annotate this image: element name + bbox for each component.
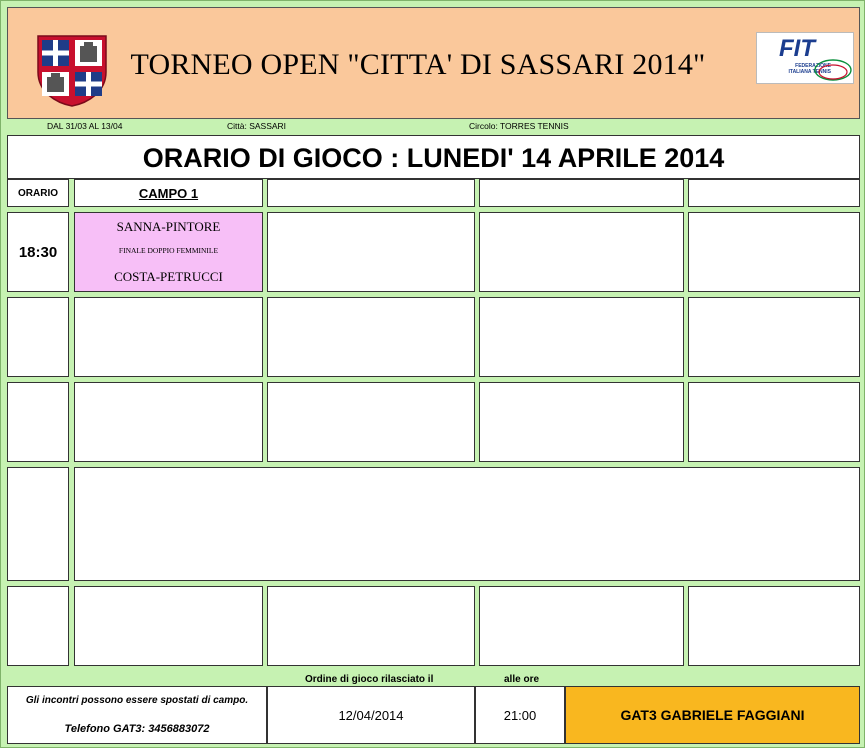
- schedule-cell: [74, 297, 263, 377]
- schedule-cell: [688, 586, 860, 666]
- time-cell: [7, 586, 69, 666]
- header-banner: [7, 7, 860, 119]
- match-player1: SANNA-PINTORE: [116, 219, 221, 234]
- campo4-header: [688, 179, 860, 207]
- schedule-cell: [479, 382, 684, 462]
- campo2-header: [267, 179, 475, 207]
- tournament-club: Circolo: TORRES TENNIS: [469, 121, 569, 131]
- schedule-cell: [267, 382, 475, 462]
- footer-phone: Telefono GAT3: 3456883072: [64, 723, 210, 735]
- schedule-cell: [479, 297, 684, 377]
- fit-swoosh-icon: [813, 57, 853, 83]
- match-player2: COSTA-PETRUCCI: [114, 269, 223, 284]
- schedule-cell: [74, 586, 263, 666]
- tournament-dates: DAL 31/03 AL 13/04: [47, 121, 123, 131]
- schedule-cell: [688, 212, 860, 292]
- fit-logo-subtitle: FEDERAZIONE ITALIANA TENNIS: [788, 63, 831, 75]
- time-cell: [7, 297, 69, 377]
- tournament-title: TORNEO OPEN "CITTA' DI SASSARI 2014": [130, 48, 706, 81]
- referee-name: GAT3 GABRIELE FAGGIANI: [565, 686, 860, 744]
- campo3-header: [479, 179, 684, 207]
- tournament-city: Città: SASSARI: [227, 121, 287, 131]
- time-cell: [7, 382, 69, 462]
- schedule-cell: [267, 212, 475, 292]
- merged-schedule-cell: [74, 467, 860, 581]
- time-cell: [7, 467, 69, 581]
- schedule-cell: [479, 212, 684, 292]
- schedule-cell: [267, 586, 475, 666]
- footer-note: Gli incontri possono essere spostati di campo.: [25, 695, 249, 706]
- schedule-cell: [267, 297, 475, 377]
- row1-time: 18:30: [7, 212, 69, 292]
- schedule-title: ORARIO DI GIOCO : LUNEDI' 14 APRILE 2014: [7, 135, 860, 179]
- alle-ore-label: alle ore: [504, 674, 540, 685]
- schedule-cell: [688, 297, 860, 377]
- schedule-cell: [74, 382, 263, 462]
- release-date: 12/04/2014: [267, 686, 475, 744]
- ordine-label: Ordine di gioco rilasciato il: [305, 674, 434, 685]
- fit-logo-text: FIT: [779, 35, 815, 62]
- match-round: FINALE DOPPIO FEMMINILE: [118, 246, 219, 255]
- orario-header: ORARIO: [7, 179, 69, 207]
- fit-logo: [756, 32, 854, 84]
- release-time: 21:00: [475, 686, 565, 744]
- campo1-header: CAMPO 1: [74, 179, 263, 207]
- schedule-cell: [688, 382, 860, 462]
- footer-notes: [7, 686, 267, 744]
- match-cell: [74, 212, 263, 292]
- schedule-cell: [479, 586, 684, 666]
